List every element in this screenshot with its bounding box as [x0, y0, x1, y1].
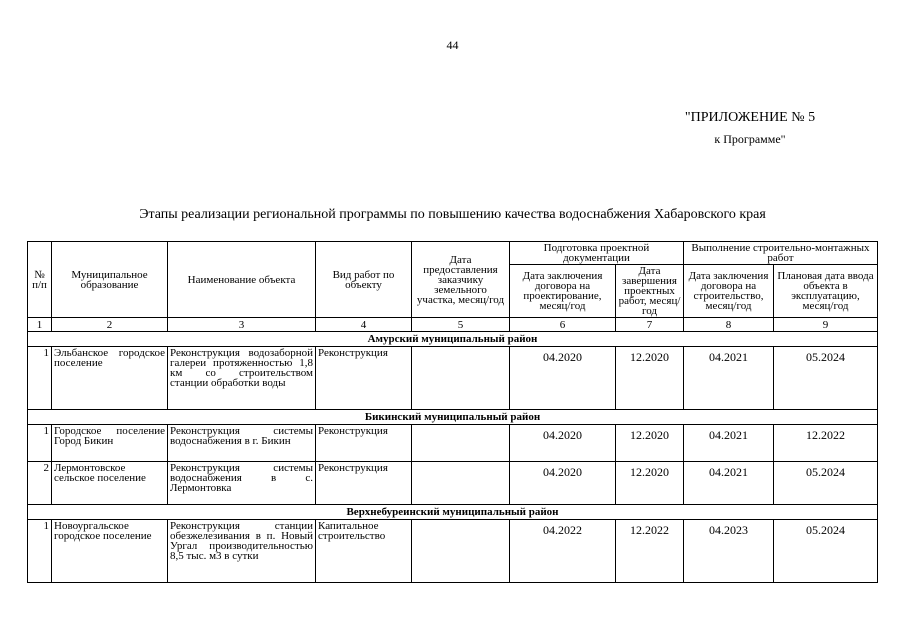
row-work-type: Реконструкция [316, 347, 412, 410]
header-design-contract: Дата заключения договора на проектирование, месяц/год [510, 265, 616, 318]
column-number: 6 [510, 318, 616, 332]
row-design-contract: 04.2022 [510, 520, 616, 583]
row-land-date [412, 347, 510, 410]
header-construction-group: Выполнение строительно-монтажных работ [684, 242, 878, 265]
row-land-date [412, 462, 510, 505]
header-municipality: Муниципальное образование [52, 242, 168, 318]
appendix-title: "ПРИЛОЖЕНИЕ № 5 [684, 110, 816, 125]
row-municipality: Новоургальское городское поселение [52, 520, 168, 583]
row-commissioning: 05.2024 [774, 347, 878, 410]
header-work-type: Вид работ по объекту [316, 242, 412, 318]
row-design-contract: 04.2020 [510, 347, 616, 410]
header-object: Наименование объекта [168, 242, 316, 318]
header-design-group: Подготовка проектной документации [510, 242, 684, 265]
column-number: 2 [52, 318, 168, 332]
row-commissioning: 05.2024 [774, 462, 878, 505]
row-commissioning: 05.2024 [774, 520, 878, 583]
row-object: Реконструкция водозаборной галереи протяженностью 1,8 км со строительством станции обработки воды [168, 347, 316, 410]
row-object: Реконструкция системы водоснабжения в с. Лермонтовка [168, 462, 316, 505]
row-construction-contract: 04.2021 [684, 462, 774, 505]
row-commissioning: 12.2022 [774, 425, 878, 462]
table-row [28, 347, 878, 410]
table-row [28, 462, 878, 505]
region-row [28, 410, 878, 425]
row-work-type: Реконструкция [316, 425, 412, 462]
row-design-end: 12.2020 [616, 462, 684, 505]
column-number: 1 [28, 318, 52, 332]
header-design-end: Дата завершения проектных работ, месяц/год [616, 265, 684, 318]
header-construction-contract: Дата заключения договора на строительство, месяц/год [684, 265, 774, 318]
row-design-contract: 04.2020 [510, 425, 616, 462]
region-row [28, 332, 878, 347]
column-number: 5 [412, 318, 510, 332]
column-number: 9 [774, 318, 878, 332]
header-land-date: Дата предоставления заказчику земельного участка, месяц/год [412, 242, 510, 318]
column-number: 7 [616, 318, 684, 332]
row-design-contract: 04.2020 [510, 462, 616, 505]
table-row [28, 425, 878, 462]
row-municipality: Эльбанское городское поселение [52, 347, 168, 410]
row-num: 1 [28, 425, 52, 462]
row-object: Реконструкция системы водоснабжения в г. Бикин [168, 425, 316, 462]
header-commissioning: Плановая дата ввода объекта в эксплуатацию, месяц/год [774, 265, 878, 318]
region-row [28, 505, 878, 520]
row-object: Реконструкция станции обезжелезивания в п. Новый Ургал производительностью 8,5 тыс. м3 в сутки [168, 520, 316, 583]
column-number: 8 [684, 318, 774, 332]
column-number: 4 [316, 318, 412, 332]
row-num: 1 [28, 347, 52, 410]
stages-table [27, 241, 878, 583]
page-number: 44 [446, 38, 459, 52]
row-num: 1 [28, 520, 52, 583]
row-municipality: Городское поселение Город Бикин [52, 425, 168, 462]
table-row [28, 520, 878, 583]
row-work-type: Капитальное строительство [316, 520, 412, 583]
row-municipality: Лермонтовское сельское поселение [52, 462, 168, 505]
row-land-date [412, 425, 510, 462]
row-land-date [412, 520, 510, 583]
row-construction-contract: 04.2021 [684, 347, 774, 410]
region-name: Верхнебуреинский муниципальный район [28, 505, 878, 520]
column-number: 3 [168, 318, 316, 332]
row-construction-contract: 04.2023 [684, 520, 774, 583]
region-name: Амурский муниципальный район [28, 332, 878, 347]
row-design-end: 12.2020 [616, 425, 684, 462]
row-construction-contract: 04.2021 [684, 425, 774, 462]
document-title: Этапы реализации региональной программы по повышению качества водоснабжения Хабаровского края [139, 207, 766, 222]
appendix-subtitle: к Программе" [714, 132, 786, 146]
row-work-type: Реконструкция [316, 462, 412, 505]
row-design-end: 12.2020 [616, 347, 684, 410]
region-name: Бикинский муниципальный район [28, 410, 878, 425]
row-num: 2 [28, 462, 52, 505]
column-number-row [28, 318, 878, 332]
header-row-1 [28, 242, 878, 265]
row-design-end: 12.2022 [616, 520, 684, 583]
header-num: № п/п [28, 242, 52, 318]
appendix-block [660, 110, 840, 147]
